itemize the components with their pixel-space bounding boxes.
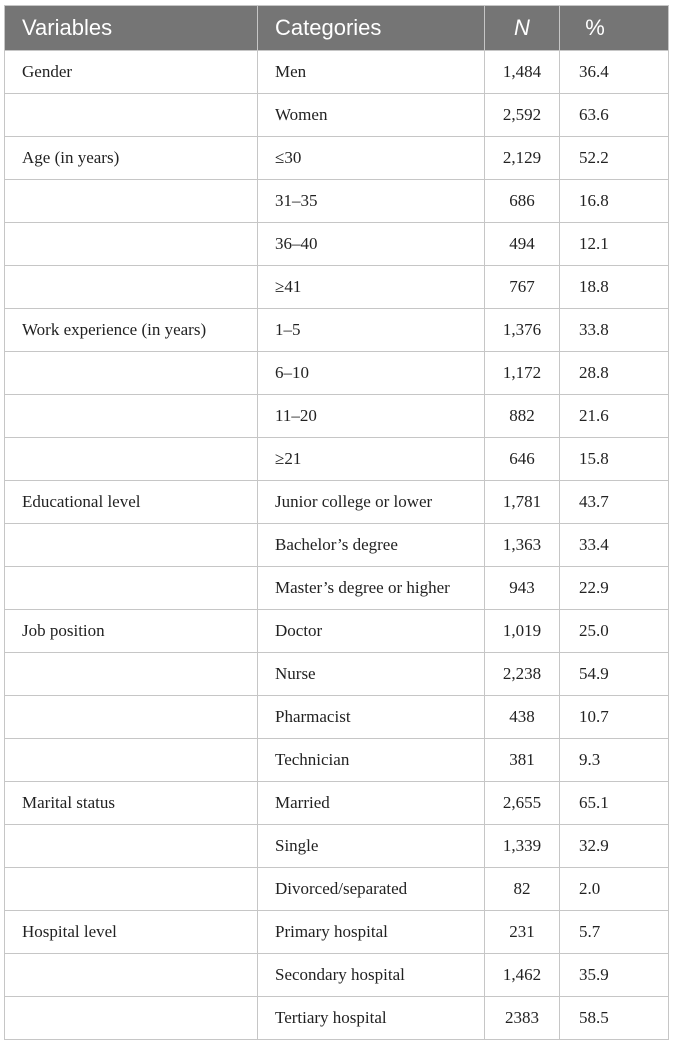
n-cell: 646 — [485, 438, 560, 481]
header-variables: Variables — [5, 6, 258, 51]
n-cell: 2383 — [485, 997, 560, 1040]
header-percent: % — [560, 6, 669, 51]
category-cell: Secondary hospital — [258, 954, 485, 997]
percent-cell: 25.0 — [560, 610, 669, 653]
category-cell: Single — [258, 825, 485, 868]
demographics-table — [4, 5, 669, 1040]
variable-cell — [5, 696, 258, 739]
category-cell: Tertiary hospital — [258, 997, 485, 1040]
table-row — [5, 51, 669, 94]
category-cell: Divorced/separated — [258, 868, 485, 911]
variable-cell — [5, 94, 258, 137]
n-cell: 1,019 — [485, 610, 560, 653]
category-cell: Men — [258, 51, 485, 94]
table-row — [5, 94, 669, 137]
table-row — [5, 481, 669, 524]
n-cell: 1,376 — [485, 309, 560, 352]
n-cell: 82 — [485, 868, 560, 911]
n-cell: 2,592 — [485, 94, 560, 137]
category-cell: Nurse — [258, 653, 485, 696]
n-cell: 2,129 — [485, 137, 560, 180]
variable-cell — [5, 524, 258, 567]
n-cell: 767 — [485, 266, 560, 309]
table-row — [5, 438, 669, 481]
n-cell: 1,462 — [485, 954, 560, 997]
category-cell: ≤30 — [258, 137, 485, 180]
category-cell: Primary hospital — [258, 911, 485, 954]
variable-cell — [5, 438, 258, 481]
percent-cell: 9.3 — [560, 739, 669, 782]
percent-cell: 15.8 — [560, 438, 669, 481]
table-row — [5, 868, 669, 911]
category-cell: Bachelor’s degree — [258, 524, 485, 567]
percent-cell: 10.7 — [560, 696, 669, 739]
percent-cell: 5.7 — [560, 911, 669, 954]
variable-cell — [5, 223, 258, 266]
table-row — [5, 266, 669, 309]
header-categories: Categories — [258, 6, 485, 51]
variable-cell — [5, 266, 258, 309]
table-row — [5, 653, 669, 696]
variable-cell — [5, 395, 258, 438]
table-row — [5, 954, 669, 997]
variable-cell: Work experience (in years) — [5, 309, 258, 352]
category-cell: Technician — [258, 739, 485, 782]
variable-cell: Educational level — [5, 481, 258, 524]
n-cell: 1,363 — [485, 524, 560, 567]
percent-cell: 58.5 — [560, 997, 669, 1040]
percent-cell: 52.2 — [560, 137, 669, 180]
variable-cell: Hospital level — [5, 911, 258, 954]
table-row — [5, 180, 669, 223]
n-cell: 1,781 — [485, 481, 560, 524]
percent-cell: 65.1 — [560, 782, 669, 825]
category-cell: Women — [258, 94, 485, 137]
n-cell: 1,484 — [485, 51, 560, 94]
variable-cell: Job position — [5, 610, 258, 653]
percent-cell: 28.8 — [560, 352, 669, 395]
percent-cell: 32.9 — [560, 825, 669, 868]
table-row — [5, 739, 669, 782]
n-cell: 438 — [485, 696, 560, 739]
percent-cell: 16.8 — [560, 180, 669, 223]
category-cell: 1–5 — [258, 309, 485, 352]
variable-cell — [5, 825, 258, 868]
n-cell: 494 — [485, 223, 560, 266]
percent-cell: 2.0 — [560, 868, 669, 911]
table-row — [5, 395, 669, 438]
category-cell: Pharmacist — [258, 696, 485, 739]
percent-cell: 22.9 — [560, 567, 669, 610]
table-row — [5, 223, 669, 266]
percent-cell: 63.6 — [560, 94, 669, 137]
n-cell: 231 — [485, 911, 560, 954]
percent-cell: 36.4 — [560, 51, 669, 94]
table-row — [5, 352, 669, 395]
variable-cell — [5, 567, 258, 610]
category-cell: 36–40 — [258, 223, 485, 266]
n-cell: 2,238 — [485, 653, 560, 696]
category-cell: ≥41 — [258, 266, 485, 309]
table-row — [5, 782, 669, 825]
category-cell: Junior college or lower — [258, 481, 485, 524]
variable-cell — [5, 180, 258, 223]
header-n: N — [485, 6, 560, 51]
percent-cell: 33.4 — [560, 524, 669, 567]
variable-cell: Marital status — [5, 782, 258, 825]
category-cell: Master’s degree or higher — [258, 567, 485, 610]
table-row — [5, 567, 669, 610]
category-cell: 31–35 — [258, 180, 485, 223]
variable-cell — [5, 653, 258, 696]
percent-cell: 33.8 — [560, 309, 669, 352]
variable-cell — [5, 739, 258, 782]
table-row — [5, 137, 669, 180]
table-row — [5, 610, 669, 653]
percent-cell: 35.9 — [560, 954, 669, 997]
table-row — [5, 524, 669, 567]
header-row — [5, 6, 669, 51]
n-cell: 2,655 — [485, 782, 560, 825]
variable-cell — [5, 997, 258, 1040]
n-cell: 381 — [485, 739, 560, 782]
variable-cell — [5, 868, 258, 911]
n-cell: 1,339 — [485, 825, 560, 868]
percent-cell: 21.6 — [560, 395, 669, 438]
table-row — [5, 997, 669, 1040]
category-cell: 11–20 — [258, 395, 485, 438]
category-cell: ≥21 — [258, 438, 485, 481]
table-row — [5, 696, 669, 739]
table-row — [5, 911, 669, 954]
percent-cell: 54.9 — [560, 653, 669, 696]
percent-cell: 12.1 — [560, 223, 669, 266]
category-cell: 6–10 — [258, 352, 485, 395]
variable-cell: Age (in years) — [5, 137, 258, 180]
n-cell: 943 — [485, 567, 560, 610]
percent-cell: 43.7 — [560, 481, 669, 524]
table-row — [5, 825, 669, 868]
n-cell: 686 — [485, 180, 560, 223]
n-cell: 882 — [485, 395, 560, 438]
category-cell: Married — [258, 782, 485, 825]
percent-cell: 18.8 — [560, 266, 669, 309]
variable-cell: Gender — [5, 51, 258, 94]
n-cell: 1,172 — [485, 352, 560, 395]
table-row — [5, 309, 669, 352]
variable-cell — [5, 352, 258, 395]
variable-cell — [5, 954, 258, 997]
category-cell: Doctor — [258, 610, 485, 653]
